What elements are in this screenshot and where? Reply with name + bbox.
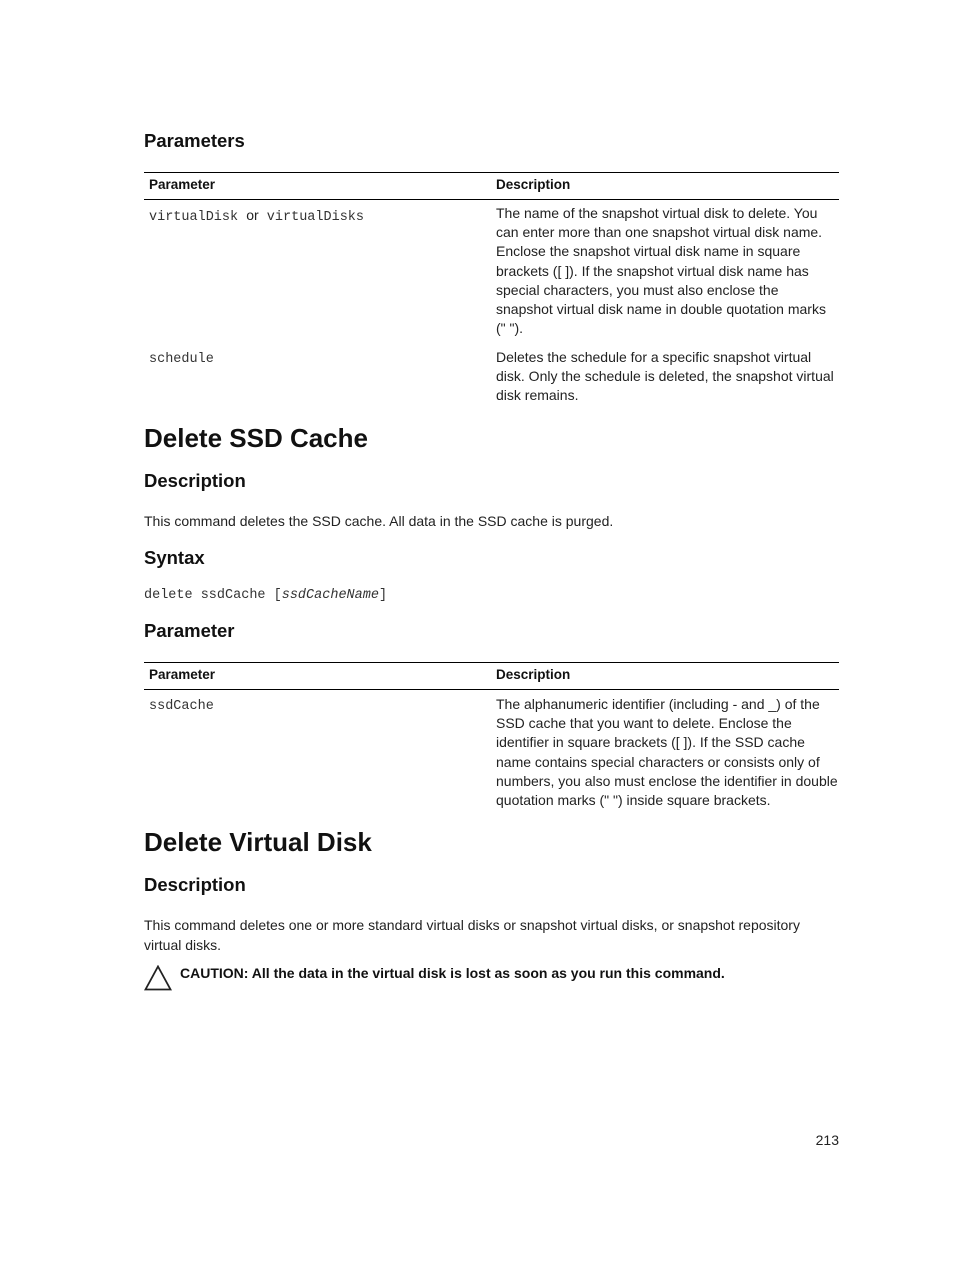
caution-text: CAUTION: All the data in the virtual disk is lost as soon as you run this command. bbox=[180, 965, 725, 981]
table-header bbox=[144, 662, 839, 690]
description-text: This command deletes one or more standard virtual disks or snapshot virtual disks, or snapshot repository virtual disks. bbox=[144, 917, 800, 953]
delete-virtual-disk-title: Delete Virtual Disk bbox=[144, 827, 372, 857]
description-heading: Description bbox=[144, 874, 246, 895]
table-header bbox=[144, 172, 839, 200]
param-virtualdisks: virtualDisks bbox=[266, 210, 365, 225]
syntax-end: ] bbox=[378, 588, 388, 603]
syntax-heading: Syntax bbox=[144, 547, 205, 568]
column-header-description: Description bbox=[496, 667, 571, 682]
parameter-name bbox=[149, 206, 364, 227]
table-row bbox=[144, 695, 839, 815]
description-text: This command deletes the SSD cache. All data in the SSD cache is purged. bbox=[144, 513, 614, 529]
delete-ssd-cache-title: Delete SSD Cache bbox=[144, 423, 368, 453]
table-row bbox=[144, 204, 839, 348]
parameter-name: ssdCache bbox=[149, 699, 214, 714]
parameters-heading: Parameters bbox=[144, 130, 245, 151]
parameter-description: Deletes the schedule for a specific snapshot virtual disk. Only the schedule is deleted, the snapshot virtual disk remains. bbox=[496, 349, 834, 404]
param-or: or bbox=[246, 207, 259, 223]
parameter-description: The alphanumeric identifier (including - and _) of the SSD cache that you want to delete. Enclose the identifier in square brackets ([ ]). If the SSD cache name contains special characters or consists only of numbers, you also must enclose the identifier in double quotation marks (" ") inside square brackets. bbox=[496, 696, 838, 809]
table-row bbox=[144, 348, 839, 408]
page-number: 213 bbox=[815, 1132, 839, 1148]
parameter-name: schedule bbox=[149, 352, 214, 367]
ssdcache-parameter-table bbox=[144, 662, 839, 815]
syntax-command: delete ssdCache [ bbox=[144, 588, 282, 603]
parameter-description: The name of the snapshot virtual disk to delete. You can enter more than one snapshot virtual disk name. Enclose the snapshot virtual disk name in square brackets ([ ]). If the snapshot virtual disk name has special characters, you must also enclose the snapshot virtual disk name in double quotation marks (" "). bbox=[496, 205, 826, 337]
syntax-code bbox=[144, 588, 387, 603]
parameter-heading: Parameter bbox=[144, 620, 235, 641]
column-header-description: Description bbox=[496, 177, 571, 192]
caution-note bbox=[144, 962, 839, 992]
param-virtualdisk: virtualDisk bbox=[149, 210, 239, 225]
column-header-parameter: Parameter bbox=[149, 667, 216, 682]
syntax-argument: ssdCacheName bbox=[281, 588, 379, 603]
column-header-parameter: Parameter bbox=[149, 177, 216, 192]
description-heading: Description bbox=[144, 470, 246, 491]
warning-triangle-icon bbox=[144, 965, 172, 991]
parameters-table bbox=[144, 172, 839, 408]
